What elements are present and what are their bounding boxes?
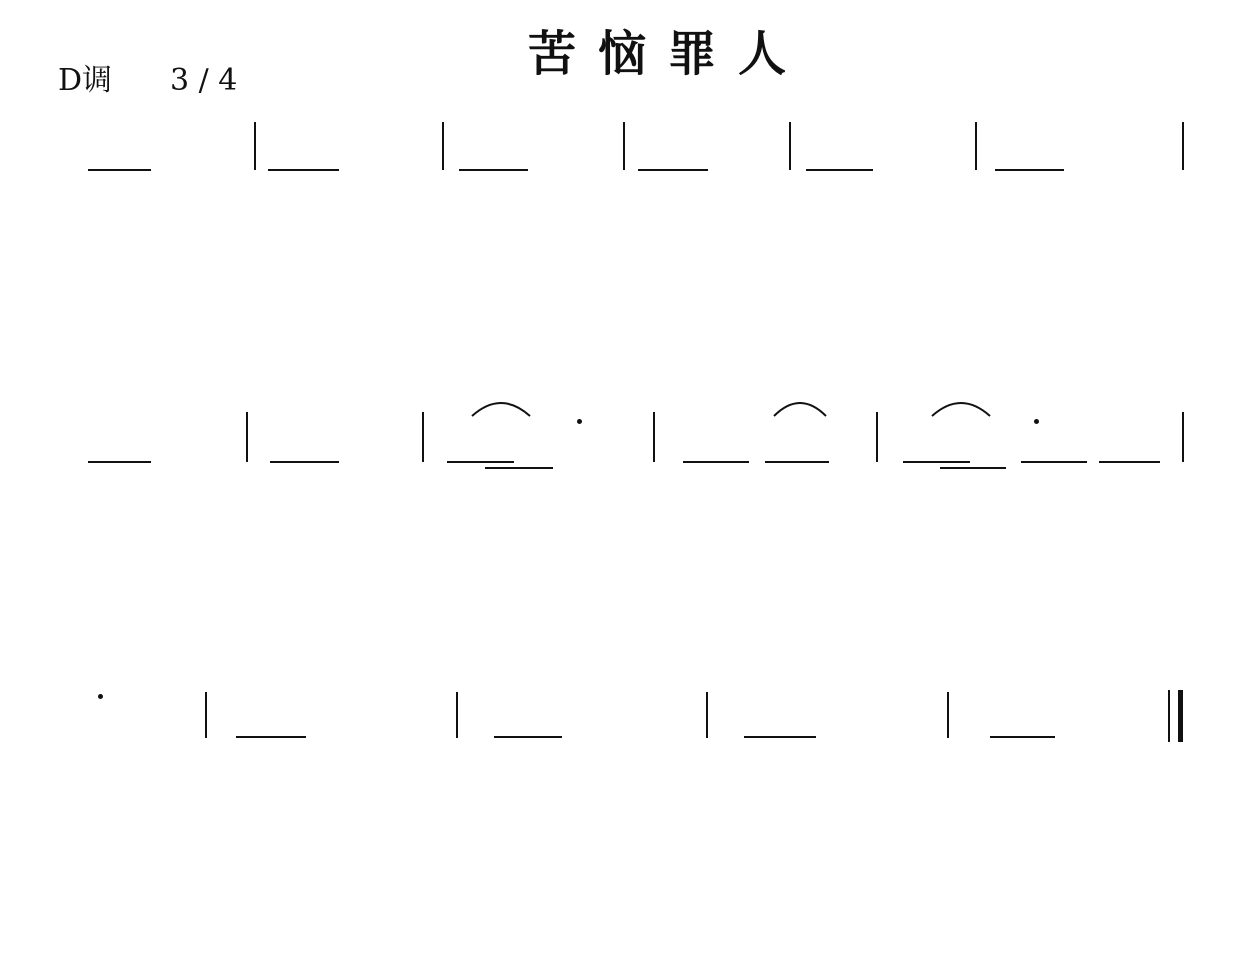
eighth-beam [494, 736, 562, 738]
slur [470, 396, 532, 418]
slur [930, 396, 992, 418]
song-title: 苦恼罪人 [528, 26, 809, 82]
eighth-beam [270, 461, 339, 463]
barline [947, 692, 949, 738]
eighth-beam [88, 169, 151, 171]
key-signature: D调 [58, 63, 113, 98]
slur [772, 396, 828, 418]
high-octave-dot [577, 419, 582, 424]
barline [789, 122, 791, 170]
barline [975, 122, 977, 170]
barline [422, 412, 424, 462]
eighth-beam [990, 736, 1055, 738]
high-octave-dot [1034, 419, 1039, 424]
eighth-beam [1099, 461, 1160, 463]
eighth-beam [940, 467, 1006, 469]
final-barline-thick [1178, 690, 1183, 742]
barline [706, 692, 708, 738]
barline [254, 122, 256, 170]
eighth-beam [268, 169, 339, 171]
barline [456, 692, 458, 738]
barline [205, 692, 207, 738]
barline [876, 412, 878, 462]
eighth-beam [485, 467, 553, 469]
high-octave-dot [98, 694, 103, 699]
eighth-beam [459, 169, 528, 171]
eighth-beam [765, 461, 829, 463]
eighth-beam [447, 461, 514, 463]
time-signature: 3 / 4 [170, 63, 238, 98]
barline [246, 412, 248, 462]
barline [623, 122, 625, 170]
eighth-beam [236, 736, 306, 738]
barline [653, 412, 655, 462]
final-barline-thin [1168, 690, 1170, 742]
eighth-beam [1021, 461, 1087, 463]
barline [1182, 412, 1184, 462]
eighth-beam [806, 169, 873, 171]
eighth-beam [638, 169, 708, 171]
barline [1182, 122, 1184, 170]
barline [442, 122, 444, 170]
eighth-beam [903, 461, 970, 463]
eighth-beam [744, 736, 816, 738]
eighth-beam [995, 169, 1064, 171]
eighth-beam [683, 461, 749, 463]
eighth-beam [88, 461, 151, 463]
